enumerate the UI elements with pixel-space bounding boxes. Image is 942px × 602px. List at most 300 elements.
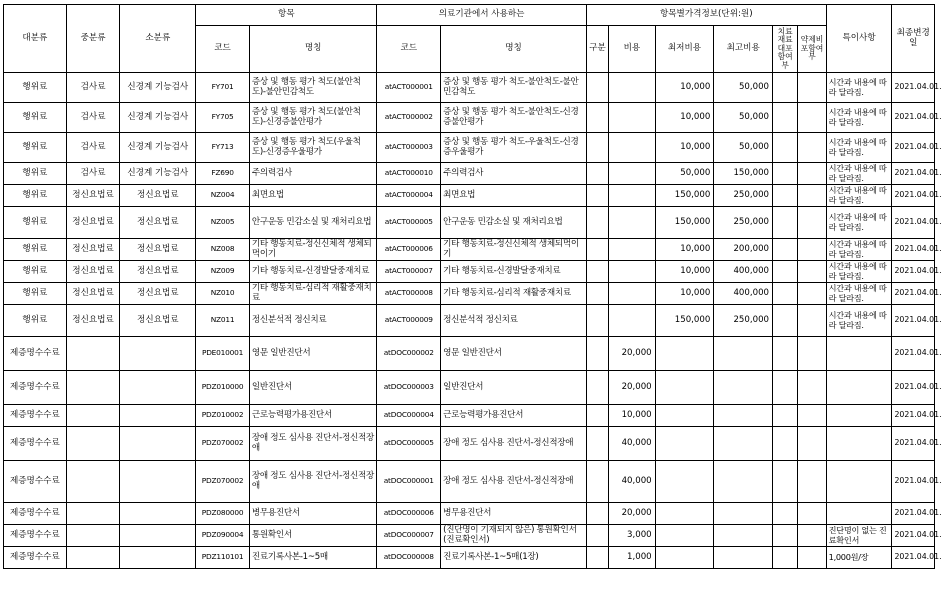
cell-name: 정신분석적 정신치료 (249, 305, 377, 337)
cell-material (773, 283, 798, 305)
cell-max-cost: 250,000 (714, 185, 773, 207)
header-major: 대분류 (4, 5, 67, 73)
cell-inst-name: 증상 및 행동 평가 척도-불안척도-신경증불안평가 (441, 103, 587, 133)
cell-max-cost (714, 461, 773, 503)
header-division: 구분 (586, 26, 608, 73)
cell-min-cost (655, 371, 714, 405)
cell-note (826, 461, 892, 503)
cell-material (773, 405, 798, 427)
cell-max-cost (714, 503, 773, 525)
cell-inst-code: atDOC000005 (377, 427, 441, 461)
cell-middle (66, 337, 120, 371)
cell-updated: 2021.04.01. (892, 503, 935, 525)
cell-inst-code: atACT000004 (377, 185, 441, 207)
table-row (4, 163, 935, 185)
cell-code: FZ690 (196, 163, 250, 185)
cell-material (773, 337, 798, 371)
cell-inst-name: 장애 정도 심사용 진단서-정신적장애 (441, 461, 587, 503)
cell-inst-name: 정신분석적 정신치료 (441, 305, 587, 337)
cell-minor (120, 337, 196, 371)
cell-max-cost: 150,000 (714, 163, 773, 185)
cell-drug (798, 461, 826, 503)
cell-middle: 정신요법료 (66, 207, 120, 239)
cell-cost: 20,000 (609, 371, 656, 405)
cell-name: 증상 및 행동 평가 척도(불안척도)-신경증불안평가 (249, 103, 377, 133)
cell-updated: 2021.04.01. (892, 133, 935, 163)
cell-material (773, 427, 798, 461)
cell-inst-name: 기타 행동치료-심리적 재활중재치료 (441, 283, 587, 305)
table-row (4, 371, 935, 405)
cell-drug (798, 163, 826, 185)
header-name: 명칭 (249, 26, 377, 73)
cell-material (773, 547, 798, 569)
cell-drug (798, 239, 826, 261)
cell-note: 진단명이 없는 진료확인서 (826, 525, 892, 547)
cell-major: 행위료 (4, 103, 67, 133)
cell-name: 일반진단서 (249, 371, 377, 405)
cell-min-cost: 150,000 (655, 207, 714, 239)
cell-note (826, 405, 892, 427)
table-row (4, 261, 935, 283)
cell-code: FY713 (196, 133, 250, 163)
cell-inst-code: atDOC000004 (377, 405, 441, 427)
table-row (4, 73, 935, 103)
header-inst-code: 코드 (377, 26, 441, 73)
cell-division (586, 261, 608, 283)
cell-inst-name: 장애 정도 심사용 진단서-정신적장애 (441, 427, 587, 461)
cell-inst-name: 기타 행동치료-신경발달중재치료 (441, 261, 587, 283)
cell-note (826, 427, 892, 461)
cell-code: NZ008 (196, 239, 250, 261)
cell-cost: 1,000 (609, 547, 656, 569)
cell-material (773, 185, 798, 207)
cell-inst-name: 안구운동 민감소실 및 재처리요법 (441, 207, 587, 239)
cell-updated: 2021.04.01. (892, 427, 935, 461)
cell-code: NZ004 (196, 185, 250, 207)
cell-updated: 2021.04.01. (892, 461, 935, 503)
cell-major: 제증명수수료 (4, 371, 67, 405)
cell-division (586, 239, 608, 261)
cell-material (773, 207, 798, 239)
cell-major: 제증명수수료 (4, 461, 67, 503)
cell-inst-code: atDOC000006 (377, 503, 441, 525)
cell-updated: 2021.04.01. (892, 103, 935, 133)
cell-min-cost: 50,000 (655, 163, 714, 185)
header-note: 특이사항 (826, 5, 892, 73)
cell-inst-code: atACT000003 (377, 133, 441, 163)
table-row (4, 547, 935, 569)
cell-note: 시간과 내용에 따라 달라짐. (826, 163, 892, 185)
cell-division (586, 461, 608, 503)
cell-updated: 2021.04.01. (892, 405, 935, 427)
cell-minor: 정신요법료 (120, 185, 196, 207)
cell-major: 행위료 (4, 73, 67, 103)
cell-minor: 신경계 기능검사 (120, 163, 196, 185)
cell-middle (66, 525, 120, 547)
cell-note: 1,000원/장 (826, 547, 892, 569)
cell-minor (120, 371, 196, 405)
cell-middle (66, 427, 120, 461)
cell-material (773, 133, 798, 163)
cell-code: FY705 (196, 103, 250, 133)
cell-name: 최면요법 (249, 185, 377, 207)
cell-division (586, 207, 608, 239)
cell-code: PDZ090004 (196, 525, 250, 547)
cell-min-cost (655, 427, 714, 461)
cell-name: 증상 및 행동 평가 척도(불안척도)-불안민감척도 (249, 73, 377, 103)
cell-drug (798, 283, 826, 305)
cell-updated: 2021.04.01. (892, 73, 935, 103)
cell-division (586, 503, 608, 525)
cell-max-cost: 50,000 (714, 133, 773, 163)
cell-inst-code: atDOC000003 (377, 371, 441, 405)
cell-inst-name: 근로능력평가용진단서 (441, 405, 587, 427)
cell-middle (66, 461, 120, 503)
cell-middle: 정신요법료 (66, 305, 120, 337)
cell-middle: 정신요법료 (66, 185, 120, 207)
cell-inst-code: atACT000005 (377, 207, 441, 239)
cell-major: 행위료 (4, 305, 67, 337)
cell-major: 행위료 (4, 239, 67, 261)
table-row (4, 337, 935, 371)
cell-drug (798, 305, 826, 337)
cell-max-cost (714, 547, 773, 569)
cell-material (773, 503, 798, 525)
cell-material (773, 525, 798, 547)
table-row (4, 461, 935, 503)
table-row (4, 283, 935, 305)
cell-updated: 2021.04.01. (892, 261, 935, 283)
cell-name: 장애 정도 심사용 진단서-정신적장애 (249, 427, 377, 461)
cell-cost: 10,000 (609, 405, 656, 427)
cell-inst-name: 병무용진단서 (441, 503, 587, 525)
table-row (4, 239, 935, 261)
cell-minor: 정신요법료 (120, 283, 196, 305)
cell-minor: 정신요법료 (120, 207, 196, 239)
cell-major: 행위료 (4, 261, 67, 283)
cell-inst-code: atDOC000007 (377, 525, 441, 547)
cell-min-cost (655, 525, 714, 547)
cell-max-cost (714, 371, 773, 405)
cell-minor: 신경계 기능검사 (120, 103, 196, 133)
cell-minor (120, 427, 196, 461)
cell-cost: 40,000 (609, 461, 656, 503)
header-minor: 소분류 (120, 5, 196, 73)
cell-inst-code: atACT000008 (377, 283, 441, 305)
header-inst-name: 명칭 (441, 26, 587, 73)
cell-division (586, 133, 608, 163)
cell-min-cost (655, 547, 714, 569)
cell-note: 시간과 내용에 따라 달라짐. (826, 133, 892, 163)
cell-name: 영문 일반진단서 (249, 337, 377, 371)
table-row (4, 207, 935, 239)
cell-inst-name: 증상 및 행동 평가 척도-우울척도-신경증우울평가 (441, 133, 587, 163)
cell-division (586, 371, 608, 405)
cell-inst-code: atACT000010 (377, 163, 441, 185)
cell-inst-code: atACT000007 (377, 261, 441, 283)
cell-updated: 2021.04.01. (892, 283, 935, 305)
cell-cost (609, 163, 656, 185)
cell-cost (609, 103, 656, 133)
cell-material (773, 261, 798, 283)
cell-code: PDZ110101 (196, 547, 250, 569)
cell-middle (66, 503, 120, 525)
cell-middle: 검사료 (66, 133, 120, 163)
cell-inst-code: atACT000006 (377, 239, 441, 261)
cell-middle (66, 405, 120, 427)
cell-drug (798, 405, 826, 427)
cell-name: 병무용진단서 (249, 503, 377, 525)
cell-inst-name: 진료기록사본-1~5매(1장) (441, 547, 587, 569)
header-price-group: 항목별가격정보(단위:원) (586, 5, 826, 26)
cell-min-cost: 10,000 (655, 283, 714, 305)
cell-min-cost: 10,000 (655, 133, 714, 163)
cell-name: 장애 정도 심사용 진단서-정신적장애 (249, 461, 377, 503)
cell-updated: 2021.04.01. (892, 239, 935, 261)
cell-max-cost: 400,000 (714, 261, 773, 283)
cell-note: 시간과 내용에 따라 달라짐. (826, 73, 892, 103)
cell-name: 통원확인서 (249, 525, 377, 547)
cell-updated: 2021.04.01. (892, 371, 935, 405)
cell-cost (609, 133, 656, 163)
cell-major: 제증명수수료 (4, 427, 67, 461)
header-min-cost: 최저비용 (655, 26, 714, 73)
cell-name: 안구운동 민감소실 및 재처리요법 (249, 207, 377, 239)
cell-min-cost: 150,000 (655, 185, 714, 207)
cell-minor: 정신요법료 (120, 305, 196, 337)
cell-middle: 검사료 (66, 103, 120, 133)
cell-inst-name: 영문 일반진단서 (441, 337, 587, 371)
cell-note: 시간과 내용에 따라 달라짐. (826, 239, 892, 261)
table-row (4, 525, 935, 547)
cell-code: NZ009 (196, 261, 250, 283)
cell-inst-name: 최면요법 (441, 185, 587, 207)
cell-code: PDE010001 (196, 337, 250, 371)
cell-division (586, 73, 608, 103)
cell-cost: 20,000 (609, 503, 656, 525)
cell-minor: 정신요법료 (120, 239, 196, 261)
cell-minor (120, 525, 196, 547)
cell-min-cost: 10,000 (655, 261, 714, 283)
cell-middle: 검사료 (66, 73, 120, 103)
cell-code: NZ010 (196, 283, 250, 305)
cell-drug (798, 103, 826, 133)
cell-cost (609, 305, 656, 337)
cell-drug (798, 185, 826, 207)
cell-major: 행위료 (4, 185, 67, 207)
header-cost: 비용 (609, 26, 656, 73)
cell-note: 시간과 내용에 따라 달라짐. (826, 305, 892, 337)
cell-material (773, 461, 798, 503)
cell-inst-code: atACT000009 (377, 305, 441, 337)
cell-minor: 신경계 기능검사 (120, 133, 196, 163)
cell-min-cost (655, 503, 714, 525)
cell-minor: 신경계 기능검사 (120, 73, 196, 103)
cell-inst-name: 주의력검사 (441, 163, 587, 185)
cell-cost: 3,000 (609, 525, 656, 547)
cell-code: PDZ080000 (196, 503, 250, 525)
cell-note: 시간과 내용에 따라 달라짐. (826, 207, 892, 239)
cell-min-cost (655, 405, 714, 427)
cell-material (773, 103, 798, 133)
cell-min-cost (655, 461, 714, 503)
cell-note: 시간과 내용에 따라 달라짐. (826, 261, 892, 283)
cell-inst-name: 일반진단서 (441, 371, 587, 405)
cell-drug (798, 73, 826, 103)
cell-inst-name: (진단명이 기재되지 않은) 통원확인서(진료확인서) (441, 525, 587, 547)
cell-minor (120, 547, 196, 569)
cell-major: 제증명수수료 (4, 405, 67, 427)
cell-note (826, 337, 892, 371)
cell-code: NZ005 (196, 207, 250, 239)
table-row (4, 503, 935, 525)
cell-code: PDZ070002 (196, 427, 250, 461)
cell-note: 시간과 내용에 따라 달라짐. (826, 103, 892, 133)
cell-inst-code: atDOC000002 (377, 337, 441, 371)
cell-updated: 2021.04.01. (892, 547, 935, 569)
cell-updated: 2021.04.01. (892, 207, 935, 239)
cell-drug (798, 207, 826, 239)
cell-min-cost (655, 337, 714, 371)
cell-max-cost (714, 525, 773, 547)
cell-drug (798, 337, 826, 371)
cell-drug (798, 503, 826, 525)
cell-min-cost: 150,000 (655, 305, 714, 337)
cell-material (773, 239, 798, 261)
cell-material (773, 305, 798, 337)
cell-drug (798, 371, 826, 405)
header-material: 치료재료대포함여부 (773, 26, 798, 73)
cell-inst-name: 기타 행동치료-정신신체적 생체되먹이기 (441, 239, 587, 261)
cell-drug (798, 261, 826, 283)
cell-major: 제증명수수료 (4, 525, 67, 547)
cell-division (586, 427, 608, 461)
cell-code: PDZ010000 (196, 371, 250, 405)
table-row (4, 103, 935, 133)
cell-inst-code: atACT000002 (377, 103, 441, 133)
cell-division (586, 283, 608, 305)
cell-division (586, 103, 608, 133)
cell-division (586, 337, 608, 371)
cell-cost (609, 73, 656, 103)
cell-division (586, 405, 608, 427)
cell-inst-name: 증상 및 행동 평가 척도-불안척도-불안민감척도 (441, 73, 587, 103)
header-max-cost: 최고비용 (714, 26, 773, 73)
cell-note: 시간과 내용에 따라 달라짐. (826, 185, 892, 207)
cell-middle: 정신요법료 (66, 239, 120, 261)
cell-name: 주의력검사 (249, 163, 377, 185)
cell-updated: 2021.04.01. (892, 163, 935, 185)
cell-cost (609, 207, 656, 239)
table-row (4, 305, 935, 337)
cell-drug (798, 547, 826, 569)
cell-cost (609, 283, 656, 305)
cell-name: 기타 행동치료-신경발달중재치료 (249, 261, 377, 283)
cell-inst-code: atDOC000001 (377, 461, 441, 503)
header-inst-group: 의료기관에서 사용하는 (377, 5, 586, 26)
cell-material (773, 163, 798, 185)
cell-name: 진료기록사본-1~5매 (249, 547, 377, 569)
cell-major: 행위료 (4, 207, 67, 239)
cell-updated: 2021.04.01. (892, 305, 935, 337)
table-row (4, 133, 935, 163)
cell-middle: 정신요법료 (66, 283, 120, 305)
cell-minor (120, 503, 196, 525)
cell-code: PDZ010002 (196, 405, 250, 427)
cell-code: FY701 (196, 73, 250, 103)
cell-max-cost: 50,000 (714, 103, 773, 133)
cell-max-cost (714, 405, 773, 427)
header-code: 코드 (196, 26, 250, 73)
cell-updated: 2021.04.01. (892, 337, 935, 371)
cell-updated: 2021.04.01. (892, 185, 935, 207)
header-middle: 중분류 (66, 5, 120, 73)
cell-note (826, 503, 892, 525)
cell-note (826, 371, 892, 405)
cell-material (773, 73, 798, 103)
cell-middle: 정신요법료 (66, 261, 120, 283)
cell-cost (609, 185, 656, 207)
price-table (3, 4, 942, 569)
cell-division (586, 305, 608, 337)
cell-major: 행위료 (4, 133, 67, 163)
cell-division (586, 525, 608, 547)
cell-drug (798, 133, 826, 163)
cell-division (586, 547, 608, 569)
header-updated: 최종변경일 (892, 5, 935, 73)
cell-minor (120, 405, 196, 427)
cell-middle: 검사료 (66, 163, 120, 185)
cell-cost (609, 239, 656, 261)
cell-max-cost (714, 337, 773, 371)
cell-max-cost: 250,000 (714, 207, 773, 239)
table-row (4, 405, 935, 427)
cell-min-cost: 10,000 (655, 73, 714, 103)
cell-drug (798, 427, 826, 461)
cell-middle (66, 547, 120, 569)
cell-division (586, 163, 608, 185)
cell-material (773, 371, 798, 405)
cell-cost: 20,000 (609, 337, 656, 371)
cell-max-cost (714, 427, 773, 461)
table-row (4, 185, 935, 207)
cell-major: 제증명수수료 (4, 547, 67, 569)
cell-code: PDZ070002 (196, 461, 250, 503)
cell-middle (66, 371, 120, 405)
cell-name: 기타 행동치료-정신신체적 생체되먹이기 (249, 239, 377, 261)
cell-code: NZ011 (196, 305, 250, 337)
cell-note: 시간과 내용에 따라 달라짐. (826, 283, 892, 305)
cell-min-cost: 10,000 (655, 103, 714, 133)
cell-name: 기타 행동치료-심리적 재활중재치료 (249, 283, 377, 305)
cell-max-cost: 400,000 (714, 283, 773, 305)
cell-cost (609, 261, 656, 283)
cell-minor: 정신요법료 (120, 261, 196, 283)
table-row (4, 427, 935, 461)
cell-max-cost: 50,000 (714, 73, 773, 103)
header-item-group: 항목 (196, 5, 377, 26)
cell-major: 행위료 (4, 283, 67, 305)
cell-updated: 2021.04.01. (892, 525, 935, 547)
cell-min-cost: 10,000 (655, 239, 714, 261)
cell-major: 행위료 (4, 163, 67, 185)
cell-division (586, 185, 608, 207)
header-drug: 약제비포함여부 (798, 26, 826, 73)
cell-max-cost: 250,000 (714, 305, 773, 337)
cell-drug (798, 525, 826, 547)
cell-inst-code: atACT000001 (377, 73, 441, 103)
cell-major: 제증명수수료 (4, 503, 67, 525)
